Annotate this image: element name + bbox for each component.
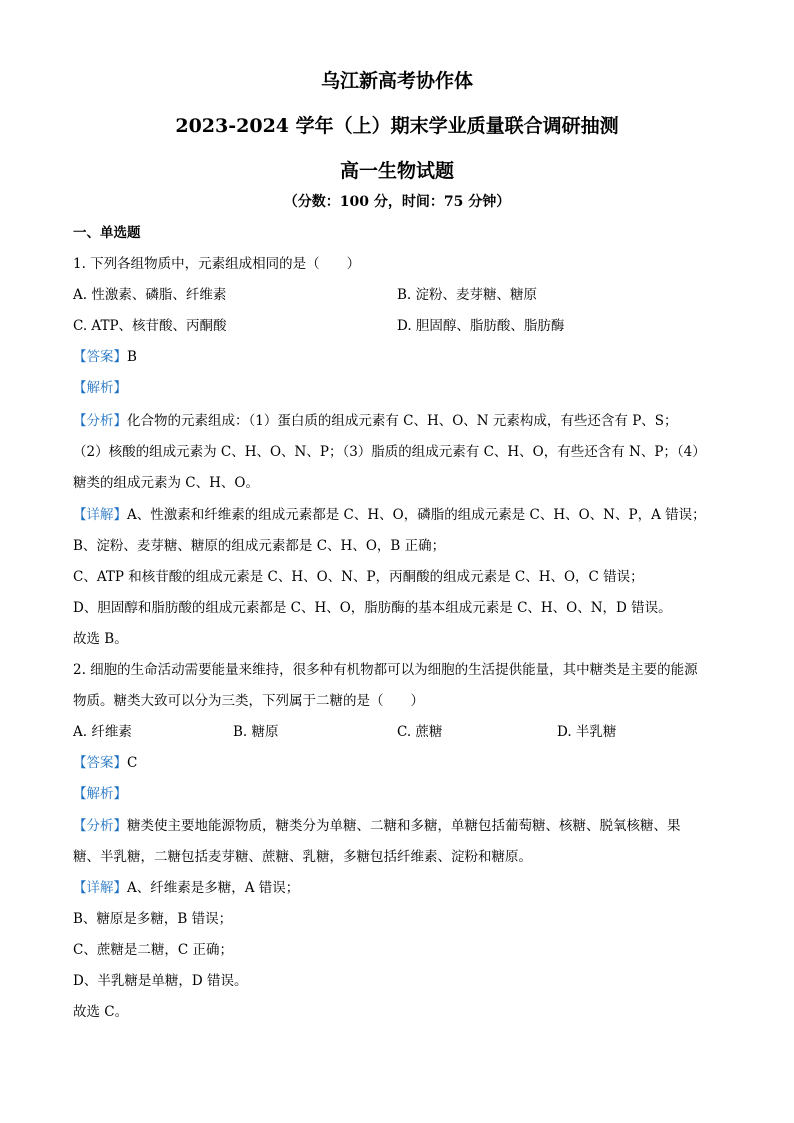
q1-analysis-line-2: （2）核酸的组成元素为 C、H、O、N、P；（3）脂质的组成元素有 C、H、O，有些还含有 N、P；（4） <box>73 444 706 460</box>
q2-stem-line-1: 2. 细胞的生命活动需要能量来维持，很多种有机物都可以为细胞的生活提供能量，其中糖类是主要的能源 <box>73 662 698 678</box>
detail-tag: 【详解】 <box>73 507 127 523</box>
q2-stem-line-2: 物质。糖类大致可以分为三类，下列属于二糖的是（ ） <box>73 693 424 709</box>
q2-option-a: A. 纤维素 <box>73 724 132 740</box>
q2-option-b: B. 糖原 <box>233 724 279 740</box>
exam-meta: （分数：100 分，时间：75 分钟） <box>283 194 511 210</box>
detail-tag: 【详解】 <box>73 880 127 896</box>
exam-title: 2023-2024 学年（上）期末学业质量联合调研抽测 <box>175 115 619 137</box>
org-title: 乌江新高考协作体 <box>320 70 473 92</box>
answer-tag: 【答案】 <box>73 349 127 365</box>
q1-jiexi-tag: 【解析】 <box>73 380 127 396</box>
q1-detail-line-4: D、胆固醇和脂肪酸的组成元素都是 C、H、O，脂肪酶的基本组成元素是 C、H、O、N，D 错误。 <box>73 600 672 616</box>
q1-conclusion: 故选 B。 <box>73 631 128 647</box>
q2-option-c: C. 蔗糖 <box>397 724 443 740</box>
q1-option-d: D. 胆固醇、脂肪酸、脂肪酶 <box>397 318 565 334</box>
q1-option-b: B. 淀粉、麦芽糖、糖原 <box>397 287 538 303</box>
detail-text: A、纤维素是多糖，A 错误； <box>127 880 300 896</box>
answer-value: C <box>127 755 138 771</box>
q2-analysis-line-1 <box>73 816 733 836</box>
q2-detail-line-4: D、半乳糖是单糖，D 错误。 <box>73 973 248 989</box>
detail-text: A、性激素和纤维素的组成元素都是 C、H、O，磷脂的组成元素是 C、H、O、N、P，A 错误； <box>127 507 706 523</box>
q2-jiexi-tag: 【解析】 <box>73 786 127 802</box>
q1-option-a: A. 性激素、磷脂、纤维素 <box>73 287 227 303</box>
answer-tag: 【答案】 <box>73 755 127 771</box>
q1-detail-line-2: B、淀粉、麦芽糖、糖原的组成元素都是 C、H、O，B 正确； <box>73 538 446 554</box>
q1-analysis-line-1 <box>73 411 733 431</box>
subject-title: 高一生物试题 <box>339 160 454 182</box>
q2-detail-line-1 <box>73 878 733 898</box>
q2-conclusion: 故选 C。 <box>73 1004 129 1020</box>
analysis-text: 糖类使主要地能源物质，糖类分为单糖、二糖和多糖，单糖包括葡萄糖、核糖、脱氧核糖、果 <box>127 818 681 834</box>
section-heading: 一、单选题 <box>73 225 141 241</box>
q1-option-c: C. ATP、核苷酸、丙酮酸 <box>73 318 227 334</box>
q2-analysis-line-2: 糖、半乳糖，二糖包括麦芽糖、蔗糖、乳糖，多糖包括纤维素、淀粉和糖原。 <box>73 849 532 865</box>
q1-answer <box>73 347 733 367</box>
q2-detail-line-2: B、糖原是多糖，B 错误； <box>73 911 233 927</box>
analysis-tag: 【分析】 <box>73 413 127 429</box>
answer-value: B <box>127 349 137 365</box>
q2-answer <box>73 753 733 773</box>
q1-analysis-line-3: 糖类的组成元素为 C、H、O。 <box>73 475 259 491</box>
q1-detail-line-1 <box>73 505 733 525</box>
analysis-text: 化合物的元素组成：（1）蛋白质的组成元素有 C、H、O、N 元素构成，有些还含有 P、S； <box>127 413 678 429</box>
q1-stem: 1. 下列各组物质中，元素组成相同的是（ ） <box>73 256 361 272</box>
q2-detail-line-3: C、蔗糖是二糖，C 正确； <box>73 942 233 958</box>
analysis-tag: 【分析】 <box>73 818 127 834</box>
q2-option-d: D. 半乳糖 <box>557 724 617 740</box>
q1-detail-line-3: C、ATP 和核苷酸的组成元素是 C、H、O、N、P，丙酮酸的组成元素是 C、H、O，C 错误； <box>73 569 644 585</box>
